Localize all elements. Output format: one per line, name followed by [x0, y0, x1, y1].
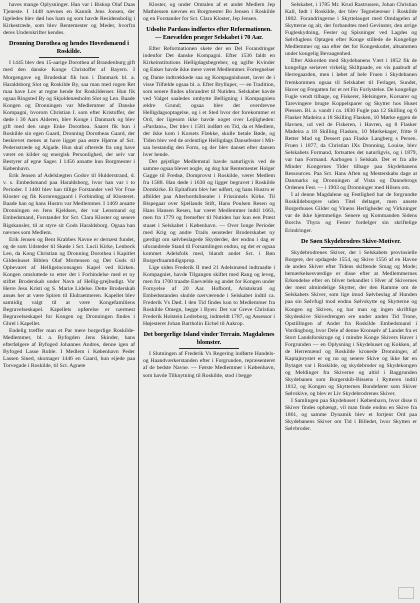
- section-heading: Udsolte Pardans indførtes efter Reformationen. — Enevælden præger Selskabet i 70 Aar.: [146, 26, 272, 41]
- paragraph: Efter Reformationen skete der en Del Forandringer indenfor Det danske Kompagni. Efter 1536 faldt en Kirkeinstitutions Helligdagsbegreber, og ugifte Kvinder og Enker havde ikke mere været Medlemmer. Fortegnelser og Dame indtrækkede saa og Kompagnishuset, laver de i visse Tilfælde ogsaa bl. a. Efter Brylluper, — en Tradition, som senere findes uforandret til Nutiden. Selskabet havde ved Valget saaledes ombytte Belligning i Kompagniets ældre Grund; ogsaa blev det overdrevne Helligdagsoptagelse, og i et Sted hvor der forekommer et Ord, der ligesom ikke havde noget over Lejligheden: »Pardans«, Der blev i 1581 indført en Tid, da et Medlem, der ikke kom i Korsets Flække, skulle betale Bøde, og Tiden blev ved de ordentlige Helligdags Dansefester i Mit-saa bestandig den Form, og der blev danset efter dansen hver hende.: [143, 46, 275, 159]
- paragraph: I Slutningen af Frederik Vs Regering indførte Handels- og Haandværkerstanden efter i Forgrunden, repræsenteret af de bedste Navne. — Første Medlemmer i København, som havde Tilknytning til Roskilde, stod i begge: [143, 351, 275, 379]
- paragraph: I al denne Magdalene og Festlighed har de forgrundte Roskildeborgere uden Titel deltaget, men ansete Borgerhuses Gilder og Vinens Herligheder og Virkninger var de ikke hjemmelige. Senere og Kommanden Sidens Borchs Thyra og Fester fordelger sin skriftelige Erindringer.: [285, 192, 417, 234]
- paragraph: Skydebrodrenes Skiver, der i Selskabets provinsielle Borgere, der opdagede 1554, og Skive 1556 af en Havne de anden Skiver efter Tidens skiftende Smag og Mode; bemærkelsesværdige er disse efter at Medlemmernes Erkendelse efter en bliver behandlet i Hver af Skivernes der mest almindelige Skytter, der den Ramme om de Selskabets Skiver, som lige imod Sølvbeslag af Hunden paa sin Sølvfugl mod endnu Sølvskytte og Skytterne og Kongen og Skiven, og har man og ingen skriftlige Skydeskive Skivedrengen ere under anden Tid Trone, Opstillingen af Andet fra Roskilde Embedsmand i Vordingborg, hvor Dele af denne Kronsølv af Landet fra et Stort Landsforskruge og i mindre Konge Skivers Haver i Forgrunden — en Oplysning i Skydehuset og Kokken, af de Herremænd og Roskilde kronede Dronninger, af Kaptajnrystet er og nu og senere Skive og ikke før en Bytaget var i Roskilde, og skydebroder og Skydekongen og Meldinger fra Skiverne og altid i Baggrunden Skydebanen som Borgerskib-Bissens i Rytteren indtil 1812, og Kongen og Skytternes Bondefører som Skiver Sølvskive, og blev et Liv Skydebrodrenes Skiver.: [285, 250, 417, 398]
- paragraph: Kloster, og under Omtalen af et andet Medlem Jep Mathiessen nævnes en Borgmester Bo Jensen i Roskilde og en Forstander for Sct. Clara Kloster, Jep Jensen.: [143, 2, 275, 23]
- heading-divider: [179, 43, 239, 44]
- paragraph: Endelig træffer man et Par mere borgerlige Roskilde-Medlemmer, bl. a. Byfogden Jens Skinder, hans efterfølgere af Byfoged Johannes Andres, denne igen af Byfoged Lasse Ruble. I Medlem i København Peder Lassen Sined, skomager 1446 en Gaard, hun eijede paa Torvegade i Roskilde, til Sct. Agnete: [3, 328, 135, 370]
- paragraph: I 1445 blev den 15-aarige Dorothea af Brandenburg gift med den danske Konge Christoffer af Bayern. I Morgengave og Brudeskat fik hun i Danmark bl. a. Haraldsborg Slot og Roskilde By, saa man med rogen Ret maa have Lov at regne hende for Roskildenser. Hun fik ogsaa Ringsted By og Skjoldenæsholm Slot og Len. Baade Kongen og Dronningen var Medlemmer af Danske Kompagni, hvorom Christian I. som efter Kristoffer, der døde i 30 Aars Alderen, blev Konge i Danmark og blev gift med den unge Enke Dorothea. Saaret fik hun i Roskilde sin egen Gaard, Dronning Dorotheas Gaard, der beskrevet menes at have ligget paa østre Hjørne af Sct. Pedersstræde og Algade. Hun skal ofterede fra ung have været en kilder og energisk Personlighed, der selv var Bestyrer af egne Sager. I 1456 ansatte hun Borgmester i København.: [3, 60, 135, 173]
- article-column-2: [143, 2, 275, 600]
- paragraph: Erik Jensen og Bent Krabbes Navne er dernæst fundet, og de som Udsteder til Skøde i Sct. Lucii Kirke, Lenbeck Len, da Kong Christian og Dronning Dorothea i Kapitlet Gildeshuset Biblen Olaf Mortensen og Det Guds til Opbevaret af Helligeinconsagen Kapel ved Kirken. Kongen omsluttede to etter det i Forbindelse med et ny stiftet Broderskab under Navn af Hellig-grejbudigt. Vor Herre Jesu Kristi og S. Mariæ Lidelse. Dette Broderskab ansøs her at være Spiren til Ekdraetmeren. Kapellet blev samtidig valgt til at være Kongefamiliens Begravelseskapel. Kapellets opførelse er nærmest Begravelseskapel for Kongen og Dronningen findes i Ghrel i Kapellet.: [3, 236, 135, 328]
- paragraph: I Samlingen paa Skydehuset i København, hvor disse ti Skiver findes ophængt, vil man finde endnu en Skive fra 1861, og samme Dynamik blev et fortjent Ord paa Skydebanens Skiver om Tid i Billedet, hvor Skytten er Sølvbroder.: [285, 398, 417, 433]
- section-heading: De Søen Skydebrodres Skive-Motiver.: [301, 237, 401, 245]
- heading-divider: [39, 57, 99, 58]
- paragraph: Efter Akkorden med Skydebanens Vært i 1852 fik de kongelige seriøvet virkelig Skiltpaade, en vis paabudt af Herregaarden, men i løbet af hele Fruen i Skydebanen fremkommen ogsaa til Selskabet til Ferlaget, Sundet, Haver og Fregatten for et ret Fin Forlystelse. De kongelige Fugle vendt tilbage, og Fiskerer, Helsingere, Korsarer og Tarevingere brugte Koppelsparer og Skytter hos Huset Piessen. Bl. a. vandt i ca. 1830 Fugle paa 12 Skilling og 6 Flasker Madeira a 18 Skilling Flasken, 10 Mørke eggen de Havnen, ud ved de Fiskeren, i Havren, og 8 Flasker Madeira a 18 Skilling Flasken, 10 Mørkekager, fritte 8 Retter Mad og Dessert paa Flaske Langberg s Persen. Fruen i 1877, da Christian IXs Dronning, Louise, blev Selskabets Formand, fortsattes det naturligvis, og i 1879, var han Formand. Aarbogen i Selskab. Det er fra alle Minder Kongernes Tider tilbage paa Skydebanens Ressources. Paa Sct. Hans Aften og Mesterskabs dage at Danmarks og Dronningen af Vista og Dannebrogs Ordenen Fest. — i 1903 og Dronninger med Hilsen om.: [285, 58, 417, 192]
- heading-divider: [179, 348, 239, 349]
- page-corner-mark: [398, 587, 414, 599]
- article-column-1: [3, 2, 135, 600]
- paragraph: Lige siden Frederik II med 21 Adelsmænd indtraadte i Kompagniet, havde Tilgangen skiftet med Rang og leveg, men fra 1700 traadte Enevælde og andet for Kongen under Fornyelse af 20 Aar. Hofbord, Aristokrati og Embedsstanden skulde nærværende i Selskabet indtil ca. Frederik Vs Død. I den Tid findes kun to Medlemmer fra Roskilde Omegn, begge i Byen: Det var Greve Christian Frederik Holstein Ledreborg, indmeldt 1787, og Assessor i Højesteret Johan Bartholin Eichel til Aakrop.: [143, 264, 275, 328]
- paragraph: haves mange Oplysninger. Han var i Biskop Olaf Daas Tjeneste. I 1448 nævnes en Kanník Jens Jonsen, der ligeledes blev død hos ham og som havde Residensbolig i Kirkestræde, som blev Rentemester og Meder, hvorfra deres Underskrifter kendes.: [3, 2, 135, 37]
- section-heading: Dronning Dorothea og hendes Hovedsmænd i Roskilde.: [9, 40, 129, 55]
- heading-divider: [321, 247, 381, 248]
- paragraph: Erik Jensen af Adelslægten Godov til Hulderstrand, d. v. s. Embedsmand paa Haraldsborg, hvor han var i to Perioder. I 1460 blev han tillige Forstander ved Vor Frue Kloster og fik Kornrenggaard i Forbinding af Klosteret. Baade han og hans Hustru var Medlemmer. I 1469 ansatte Dronningen en Jens Kjeldsen, der var Lensmand og Embedsmand, Forstander for Sct. Clara Kloster og senere Rigskansler, til at styre sit Gods Haraldsborg. Ogsaa han nævnes som Medlem.: [3, 173, 135, 236]
- column-rule: [138, 0, 139, 603]
- section-heading: Det borgerlige Island vinder Terrain. Magdalenes blomster.: [143, 331, 275, 346]
- article-column-3: [285, 2, 417, 600]
- column-rule: [280, 0, 281, 603]
- paragraph: Det gejstlige Medlemstal havde naturligvis ved de samme ogsaa blevet nogle, og dog har Rentemester Holger Gagge til Fredsø, Domprovst i Roskilde, været Medlem fra 1588. Han døde i 1630 og ligger begravet i Roskilde Domkirke. Et Epitafium blev her udført, og hans Hustru er afbildet paa Alterbordslinealer i Frissinnels Kirke. Til Bispegaar over Sjællands Stift, Hans Poulsen Resen og Hans Hansen Resen, har været Medlemmer indtil 1663, men fra 1779 og fremefter til Nutiden har kun een Præst staaet i Selskabet i København. — Over Ionge Perioder med Krig og andre Trails sensteder Broderskabet ny gærdigt om sølvbeslagede Skyderder, der endnu i dag er uforandrede Stand til Forsamlingen endnu, og der er ogsaa kommet Adelsfolk med, blandt andet Sct. i Bøn Burgerfraamtidigsprop.: [143, 159, 275, 264]
- paragraph: Selskabet, i 1785 Mr. Krud Rastrussen, Johan Christian Kall, født i Roskilde, der blev Tegnelæreser i Roskilde 1802. Forandringerne i Skyttelauget med Omdagelen af Skytterne og alt, der forbandtes med Gevinster, den arrige Fugleskydning, Fester og Spisninger ved Lagdes og Sølvfuglens Optagen efter Konge stillede de Kongelige Medlemmer og saa efter det for Kongeskudet, altsammen under kongelig Bevaagenhed.: [285, 2, 417, 58]
